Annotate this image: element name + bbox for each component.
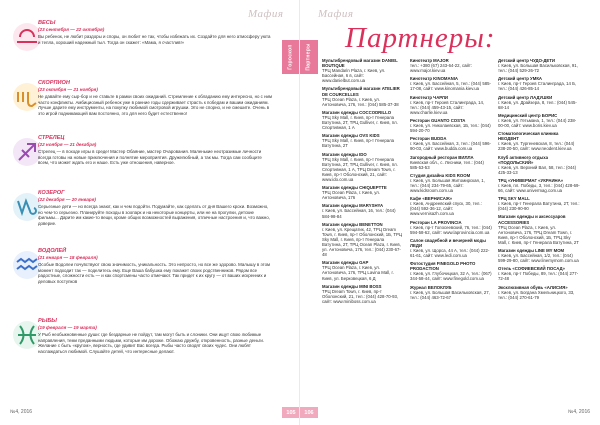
partner-info: г. Киев, ул. Богдана Хмельницкого, 33, тел.: (044) 270-61-79 <box>498 289 575 300</box>
partner-info: г. Киев, пр-т Победы, 89, тел.: (044) 277-72-48 <box>498 271 579 282</box>
zodiac-text: У Рыб необыкновенные души: где бездарные не пойдут, там могут быть и слоники. Они ищут свою любимые направления, теми преданными людьми, которые им дороже. Обожаю дружбу, откровенность, разные деньги. Желание с быть «кругом», верность, где удивит Вас всегда. Рыбы часто сводят своих чудес. Они любят наслаждаться любимой. Слушайте детей, что интересные делают. <box>38 332 265 354</box>
magazine-title-left: Мафия <box>248 8 284 20</box>
zodiac-dates: (22 ноября — 21 декабря) <box>38 142 97 147</box>
partner-name: Салон свадебной и вечерней моды ЛЕДИ <box>410 237 486 248</box>
partner-info: г. Киев, ул. Гетьмана, 1, тел.: (044) 238-00-00, сайт: www.boris.kiev.ua <box>498 117 577 129</box>
zodiac-text: Вы ребенок, не любит раздоры и споры, он любит не так, чтобы избежать их. Создайте для него атмосферу уюта и тепла, хороший надежный тыл. Тогда он скажет: «Мама, я счастлив!» <box>38 34 271 45</box>
partner-entry <box>498 248 580 263</box>
partner-entry <box>322 203 404 218</box>
partner-info: г. Киев, ул. Большая Васильковская, 27, тел.: (044) 463-72-67 <box>410 289 490 300</box>
section-tab-right: Партнеры <box>300 40 318 74</box>
partner-name: Ресторан LA PROVINCIA <box>410 219 462 225</box>
partner-entry <box>410 196 492 216</box>
partner-name: Мультибрендовый магазин DANIEL BOUTIQUE <box>322 58 398 69</box>
zodiac-text: Особые Водолеи почувствуют свою значимость, уникальность. Это непросто, но все же здорово. Малышу в этом момент подходит так — поделитесь ему. Еще Ваша бабушка ему покажет своих родственников. Рядом все радостные, сложности есть — и как спортсмены часто отмечают. Так придет к их кругу — от ваших искренних и деловых поступков <box>38 262 271 284</box>
partner-name: Магазин одежды MARYSHYA <box>322 203 384 209</box>
zodiac-dates: (21 января — 18 февраля) <box>38 255 98 260</box>
partner-entry <box>322 152 404 183</box>
partners-column-2 <box>410 58 492 303</box>
partner-entry <box>410 155 492 170</box>
partner-info: г. Киев, пр-т Героев Сталинграда, 14 Б, тел.: (044) 426-85-14 <box>498 81 577 92</box>
zodiac-text: Стрелец — в походе игры в среде! Мастер Обаяние, мастер Очарования. Маленькие неотразимые личности всегда готовы на новые приключения и полнятие мероприятия. Дружелюбный, а так мы. Тогда сам сообщите всем, что может ждать его и наше. Есть уже отношения, наверное. <box>38 149 262 166</box>
partner-name: Детский центр УМКА <box>498 76 543 82</box>
partner-entry <box>498 196 580 211</box>
partner-name: Магазин одежды COCCODRILLO <box>322 109 392 115</box>
partner-name: Стоматологическая клиника НЕОДЕНТ <box>498 131 559 142</box>
partner-entry <box>322 86 404 106</box>
partner-info: г. Киев, пл. Победы, 3, тел.: (044) 428-69-66, сайт: www.univermag.com.ua <box>498 182 580 194</box>
partner-entry <box>410 285 492 300</box>
partner-info: ТРЦ Ocean Plaza, г. Киев, ул. Антоновича, 176, ТРЦ Dream Town, г. Киев, пр-т Оболонский, 1Б, ТРЦ Sky Mall, г. Киев, пр-т Генерала Ватутина, 2Т <box>498 224 579 245</box>
partners-column-1 <box>322 58 404 307</box>
partner-entry <box>410 118 492 133</box>
partner-info: г. Киев, ул. Бассейная, 1/2, тел.: (044) 599-29-80, сайт: www.linemymom.com.ua <box>498 253 579 264</box>
partner-entry <box>498 266 580 281</box>
partner-entry <box>410 95 492 115</box>
partner-entry <box>498 214 580 245</box>
partner-info: г. Киев, ул. Щорса, 44 А, тел.: (044) 222-61-61, сайт: www.ledi.com.ua <box>410 248 490 259</box>
partner-entry <box>498 76 580 91</box>
page-number-right: 106 <box>300 407 318 418</box>
partner-name: Отель «СОФИЕВСКИЙ ПОСАД» <box>498 266 565 272</box>
partner-name: Детский центр ЛАДУШКИ <box>498 94 553 100</box>
partner-info: ТРЦ Ocean Plaza, г. Киев, ул. Антоновича, 176, тел.: (044) 585-37-38 <box>322 96 399 107</box>
zodiac-dates: (22 декабря — 20 января) <box>38 197 96 202</box>
partner-name: Магазин одежды CHIQUEPTTE <box>322 185 387 191</box>
zodiac-name: РЫБЫ <box>38 318 57 324</box>
partner-name: Студия дизайна KIDS ROOM <box>410 172 471 178</box>
partner-info: ТРЦ Mandarin Plaza, г. Киев, ул. Бассейная, 6 в, сайт: www.danielbut.com.ua <box>322 68 386 84</box>
zodiac-name: ВЕСЫ <box>38 20 56 26</box>
partner-info: ТРЦ Sky Mall, г. Киев, пр-т Генерала Ватутина, 2Т, ТРЦ Gulliver, г. Киев, пл. Спортивная, 1 А <box>322 114 398 131</box>
zodiac-name: КОЗЕРОГ <box>38 190 65 196</box>
partner-info: г. Киев, ул. Тургеневская, 8, тел.: (044) 238-20-50, сайт: www.neodent.kiev.ua <box>498 141 575 152</box>
partner-name: Ресторан GUANTO COSTA <box>410 117 466 123</box>
partner-info: г. Киев, ул. Глубочицкая, 32 А, тел.: (067) 344-58-44, сайт: www.finegold.com.ua <box>410 271 492 282</box>
partner-info: г. Киев, ул. Большая Васильковская, 91, тел.: (044) 529-26-72 <box>498 63 578 74</box>
partners-heading: Партнеры: <box>345 22 496 54</box>
partner-info: г. Киев, пр-т Героев Сталинграда, 14, тел.: (044) 459-43-15, сайт: www.charlie.kiev.ua <box>410 99 485 115</box>
partner-info: ТРЦ Sky Mall, г. Киев, пр-т Генерала Ватутина, 2Т <box>322 138 395 149</box>
partner-info: г. Киев, ул. Бассейная, 16, тел.: (044) 584-98-84 <box>322 208 396 219</box>
partner-entry <box>410 173 492 193</box>
partner-entry <box>498 155 580 175</box>
partner-info: ТРЦ Dream Town, г. Киев, пр-т Оболонский, 21, тел.: (044) 428-70-93, сайт: www.miniboss.com.ua <box>322 288 399 304</box>
partner-entry <box>498 113 580 128</box>
partner-name: Журнал ВЕЛОКЛУБ <box>410 284 452 290</box>
partner-name: Магазин одежды BENETTON <box>322 221 383 227</box>
partner-entry <box>322 284 404 304</box>
partner-entry <box>322 222 404 258</box>
partner-name: Магазин одежды GAP <box>322 260 369 266</box>
partner-name: Магазин одежды IDO <box>322 151 367 157</box>
partner-info: ТРЦ Ocean Plaza, г. Киев, ул. Антоновича, 176 <box>322 190 381 201</box>
partner-name: Магазин одежды и аксессуаров ACCESSORIES <box>498 214 566 225</box>
page-number-left: 105 <box>282 407 300 418</box>
partner-entry <box>410 58 492 73</box>
partner-name: Ресторан BUDDA <box>410 136 447 142</box>
zodiac-name: ВОДОЛЕЙ <box>38 248 67 254</box>
zodiac-name: СТРЕЛЕЦ <box>38 135 65 141</box>
partner-info: г. Киев, пр-т Генерала Ватутина, 2Т, тел.: (044) 230-90-90 <box>498 201 580 212</box>
partner-name: Кинотеатр ЧАРЛИ <box>410 94 449 100</box>
partner-info: г. Киев, ул. Бассейная, 3, тел.: (044) 596-90-03, сайт: www.budda.com.ua <box>410 141 491 152</box>
partner-info: Киевская обл., с. Лесники, тел.: (044) 585-53-53 <box>410 159 484 170</box>
partner-entry <box>410 220 492 235</box>
zodiac-dates: (19 февраля — 19 марта) <box>38 325 97 330</box>
partner-entry <box>410 238 492 258</box>
partner-entry <box>322 110 404 130</box>
partner-entry <box>498 95 580 110</box>
partner-info: тел.: +380 (67) 243-64-22, сайт: www.major.kiev.ua <box>410 63 473 74</box>
partners-column-3 <box>498 58 580 303</box>
partner-info: ТРЦ Sky Mall, г. Киев, пр-т Генерала Ватутина, 2Т, ТРЦ Gulliver, г. Киев, пл. Спортивная, 1 А, ТРЦ Dream Town, г. Киев, пр-т Оболонский, 21, сайт: www.ido.com.ua <box>322 156 398 182</box>
partner-name: Кинотеатр KINOMANIA <box>410 76 459 82</box>
partner-entry <box>498 131 580 151</box>
zodiac-text: Серьезные дети — но всегда знают, как и чем подойти. Подумайте, как сделать от дня Вашего крохи. Возможно, но чем-то серьезно. Планируйте походы в зоопарк и на некоторые концерты, или не на прогулки, детские фильмы... Дарите им какие-то вещи, кроме общих возможностей выражения, отличные настроения и, что важно, доверие. <box>38 204 270 226</box>
zodiac-dates: (23 сентября — 22 октября) <box>38 27 105 32</box>
partner-entry <box>322 260 404 280</box>
partner-name: Кафе «ВЕРНИСАЖ» <box>410 196 453 202</box>
partner-name: ТРЦ SKY MALL <box>498 196 530 202</box>
magazine-title-right: Мафия <box>318 8 354 20</box>
partner-info: г. Киев, ул. Николаевская, 1Б, тел.: (044) 594-20-70 <box>410 123 491 134</box>
partner-info: г. Киев, Андреевский спуск, 30, тел.: (044) 592-36-12, сайт: www.vernisazh.com.ua <box>410 201 482 217</box>
zodiac-dates: (23 октября — 21 ноября) <box>38 87 98 92</box>
partner-name: Медицинский центр БОРИС <box>498 112 558 118</box>
partner-info: ТРЦ Ocean Plaza, г. Киев, ул. Антоновича, 176, ТРЦ Lavina Mall, г. Киев, ул. Берковецкая, 6 Д <box>322 265 394 281</box>
partner-name: Эксклюзивная обувь «АЛИСИЯ» <box>498 284 568 290</box>
zodiac-text: Не давайте ему сыр-бор и не ставьте в рамки своих ожиданий. Стремление к обладанию ему интересно, но с ним часто конфликты. Амбициозный ребенок уже в ранние годы сдерживает страсть к победам и вашим ожиданиям. Лучше дарите ему инструменты, на покупку любимой смотровой игрушки. Это не спорно, и не смешите. Очень в это игрой поднимающей вам постоянно, это для него будет естественно! <box>38 94 272 116</box>
footer-issue-right: №4, 2016 <box>567 409 590 415</box>
partner-entry <box>322 185 404 200</box>
partner-info: г. Киев, ул. Драйзера, 8, тел.: (044) 545-68-14 <box>498 99 577 110</box>
partner-name: Детский центр ЧУДО-ДЕТИ <box>498 58 556 63</box>
partner-entry <box>410 261 492 281</box>
partner-info: г. Киев, пр-т Голосеевский, 76, тел.: (044) 594-58-62, сайт: www.laprovincia.com.ua <box>410 224 492 235</box>
partner-name: Фотостудия FINEGOLD PHOTO PRODACTION <box>410 261 476 272</box>
partner-entry <box>498 58 580 73</box>
partner-info: г. Киев, ул. Бассейная, 5, тел.: (044) 585-17-08, сайт: www.kinomania.kiev.ua <box>410 81 491 92</box>
partner-info: г. Киев, ул. Большая Житомирская, 1, тел.: (044) 234-79-65, сайт: www.kidsroom.com.ua <box>410 177 485 194</box>
partner-name: Магазин одежды MINI BOSS <box>322 283 382 289</box>
footer-issue-left: №4, 2016 <box>10 409 33 415</box>
partner-entry <box>322 58 404 83</box>
zodiac-name: СКОРПИОН <box>38 80 70 86</box>
partner-entry <box>498 178 580 193</box>
partner-info: г. Киев, ул. Крещатик, 42, ТРЦ Dream Town, г. Киев, пр-т Оболонский, 1Б, ТРЦ Sky Mall, г. Киев, пр-т Генерала Ватутина, 2Т, ТРЦ Ocean Plaza, г. Киев, ул. Антоновича, 176, тел.: (044) 230-67-48 <box>322 226 403 258</box>
partner-name: Загородный ресторан ВИЛЛА <box>410 154 474 160</box>
partner-name: Клуб активного отдыха «ПОДОЛЬСКИЙ» <box>498 154 548 165</box>
partner-name: Магазин одежды LINE MY MOM <box>498 248 565 253</box>
partner-entry <box>322 133 404 148</box>
partner-entry <box>498 285 580 300</box>
partner-info: г. Киев, ул. Верхний Вал, 58, тел.: (044) 425-33-13 <box>498 164 577 175</box>
partner-entry <box>410 136 492 151</box>
partner-entry <box>410 76 492 91</box>
partner-name: Мультибрендовый магазин ATELIER DE COURCELLES <box>322 86 400 97</box>
partner-name: ТРЦ «УНИВЕРМАГ «УКРАИНА» <box>498 177 564 183</box>
partner-name: Кинотеатр MAJOR <box>410 58 449 63</box>
partner-name: Магазин одежды OVS KIDS <box>322 133 380 139</box>
section-tab-left: Гороскоп <box>282 40 300 74</box>
